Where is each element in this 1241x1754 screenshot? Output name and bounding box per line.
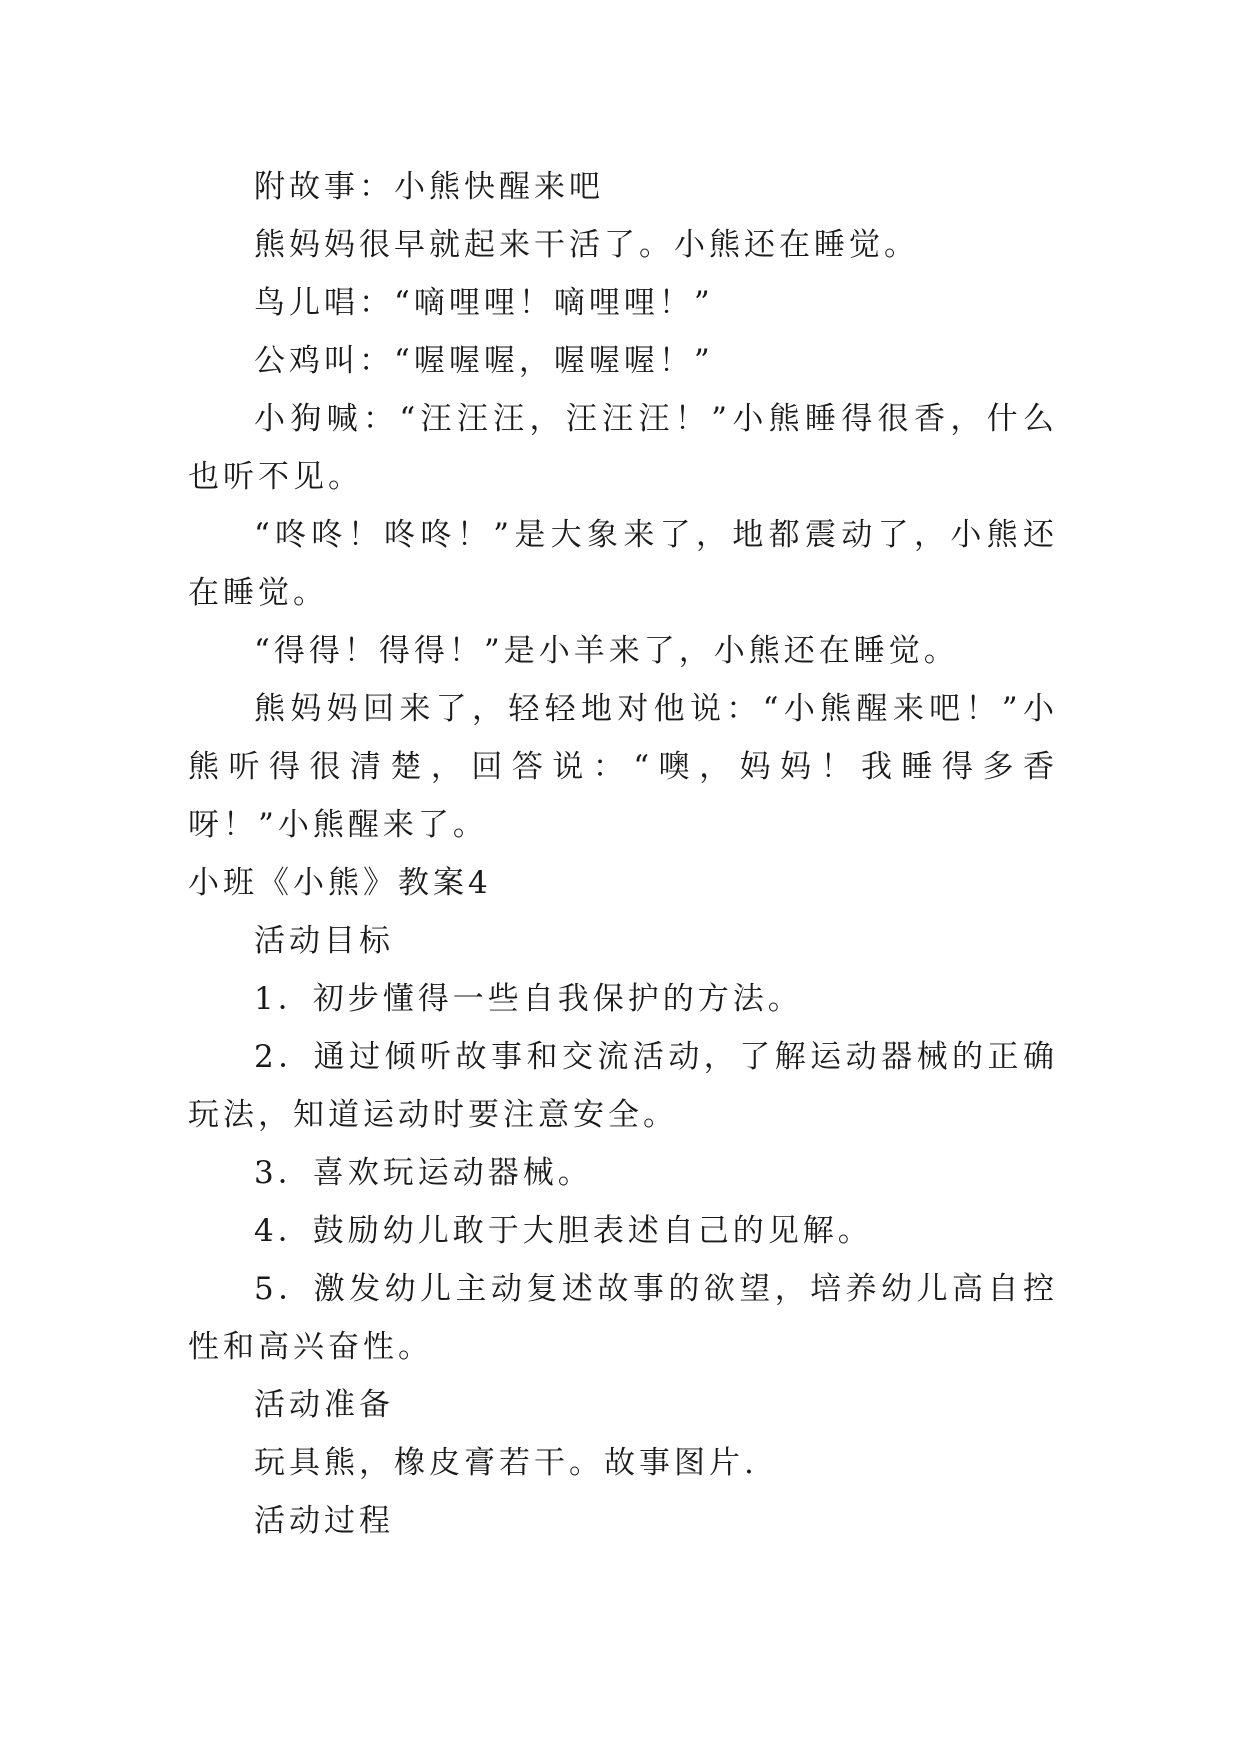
list-item: 1．初步懂得一些自我保护的方法。: [254, 981, 803, 1017]
paragraph: 公鸡叫：“喔喔喔，喔喔喔！”: [254, 343, 714, 379]
paragraph: 熊妈妈很早就起来干活了。小熊还在睡觉。: [254, 227, 919, 263]
paragraph: “咚咚！咚咚！”是大象来了，地都震动了，小熊还在睡觉。: [188, 517, 1058, 611]
list-item: 5．激发幼儿主动复述故事的欲望，培养幼儿高自控性和高兴奋性。: [188, 1271, 1058, 1365]
subheading: 活动目标: [254, 923, 394, 959]
document-body: [188, 158, 1058, 1550]
section-heading: 小班《小熊》教案4: [188, 865, 492, 901]
list-item: 3．喜欢玩运动器械。: [254, 1155, 593, 1191]
paragraph: 鸟儿唱：“嘀哩哩！嘀哩哩！”: [254, 285, 714, 321]
subheading: 活动准备: [254, 1387, 394, 1423]
paragraph: 玩具熊，橡皮膏若干。故事图片.: [254, 1445, 758, 1481]
paragraph: “得得！得得！”是小羊来了，小熊还在睡觉。: [254, 633, 959, 669]
paragraph: 熊妈妈回来了，轻轻地对他说：“小熊醒来吧！”小熊听得很清楚，回答说：“噢，妈妈！我睡得多香呀！”小熊醒来了。: [188, 691, 1058, 843]
subheading: 活动过程: [254, 1503, 394, 1539]
paragraph: 小狗喊：“汪汪汪，汪汪汪！”小熊睡得很香，什么也听不见。: [188, 401, 1058, 495]
story-title: 附故事：小熊快醒来吧: [254, 169, 604, 205]
list-item: 4．鼓励幼儿敢于大胆表述自己的见解。: [254, 1213, 873, 1249]
list-item: 2．通过倾听故事和交流活动，了解运动器械的正确玩法，知道运动时要注意安全。: [188, 1039, 1058, 1133]
